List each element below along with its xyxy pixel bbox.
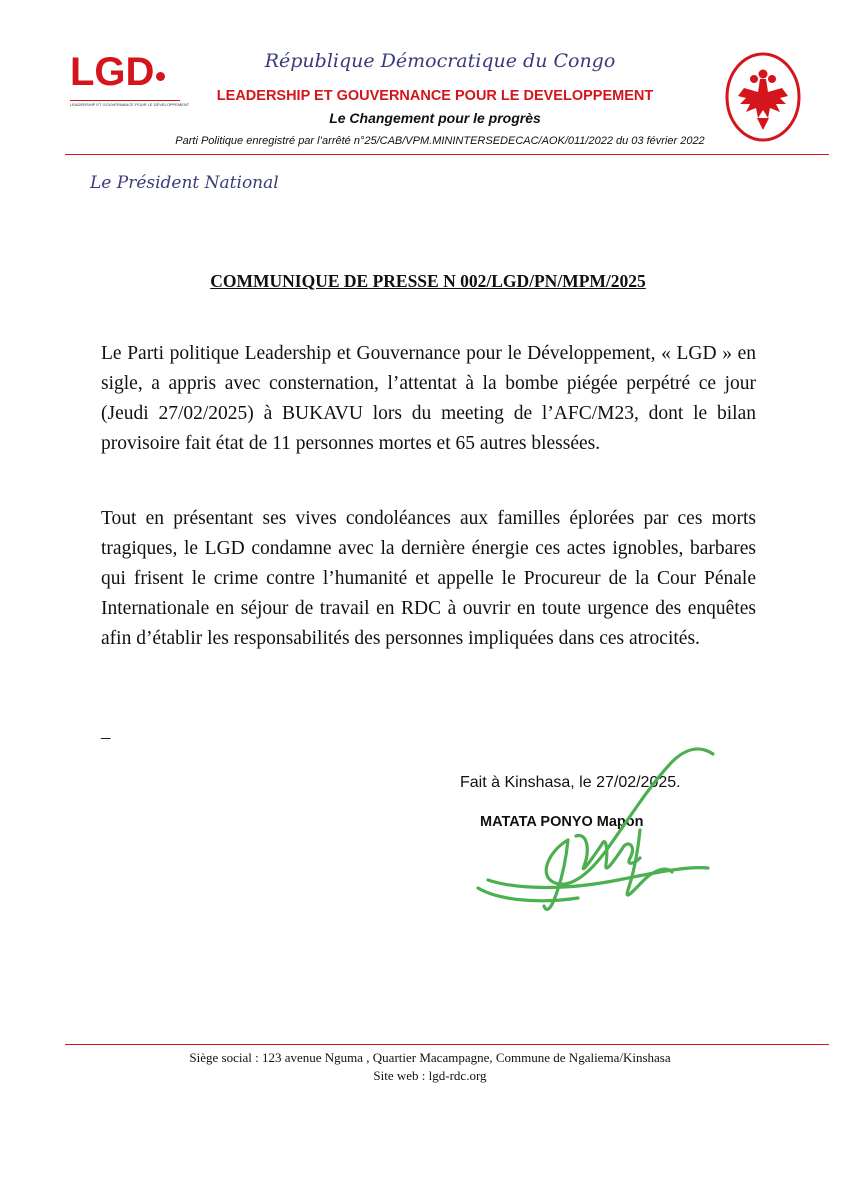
header-divider (65, 154, 829, 155)
footer-divider (65, 1044, 829, 1045)
body-paragraph-1: Le Parti politique Leadership et Gouvernance pour le Développement, « LGD » en sigle, a appris avec consternation, l’attentat à la bombe piégée perpétré ce jour (Jeudi 27/02/2025) à BUKAVU lors du meeting de l’AFC/M23, dont le bilan provisoire fait état de 11 personnes mortes et 65 autres blessées. (101, 343, 756, 454)
separator-dash: – (101, 727, 111, 748)
press-release-title: COMMUNIQUE DE PRESSE N 002/LGD/PN/MPM/2025 (210, 271, 646, 291)
office-title: Le Président National (90, 173, 279, 193)
signatory-name: MATATA PONYO Mapon (480, 814, 644, 830)
party-name: LEADERSHIP ET GOUVERNANCE POUR LE DEVELOPPEMENT (216, 88, 654, 104)
handwritten-signature (458, 740, 728, 920)
logo-dot (156, 72, 165, 81)
place-and-date: Fait à Kinshasa, le 27/02/2025. (460, 774, 681, 791)
rooster-emblem-icon (724, 52, 802, 142)
footer-website: Site web : lgd-rdc.org (373, 1068, 487, 1083)
registration-notice: Parti Politique enregistré par l’arrêté n°25/CAB/VPM.MININTERSEDECAC/AOK/011/2022 du 03 février 2022 (175, 135, 705, 147)
logo-tagline: LEADERSHIP ET GOUVERNANCE POUR LE DÉVELOPPEMENT (70, 102, 190, 107)
body-paragraph-2: Tout en présentant ses vives condoléances aux familles éplorées par ces morts tragiques, le LGD condamne avec la dernière énergie ces actes ignobles, barbares qui frisent le crime contre l’humanité et appelle le Procureur de la Cour Pénale Internationale en séjour de travail en RDC à ouvrir en toute urgence des enquêtes afin d’établir les responsabilités des personnes impliquées dans ces atrocités. (101, 508, 756, 649)
party-slogan: Le Changement pour le progrès (329, 110, 541, 126)
party-logo (70, 50, 190, 116)
logo-text: LGD (70, 50, 155, 94)
country-name: République Démocratique du Congo (264, 50, 616, 72)
footer-address: Siège social : 123 avenue Nguma , Quartier Macampagne, Commune de Ngaliema/Kinshasa (189, 1050, 671, 1065)
